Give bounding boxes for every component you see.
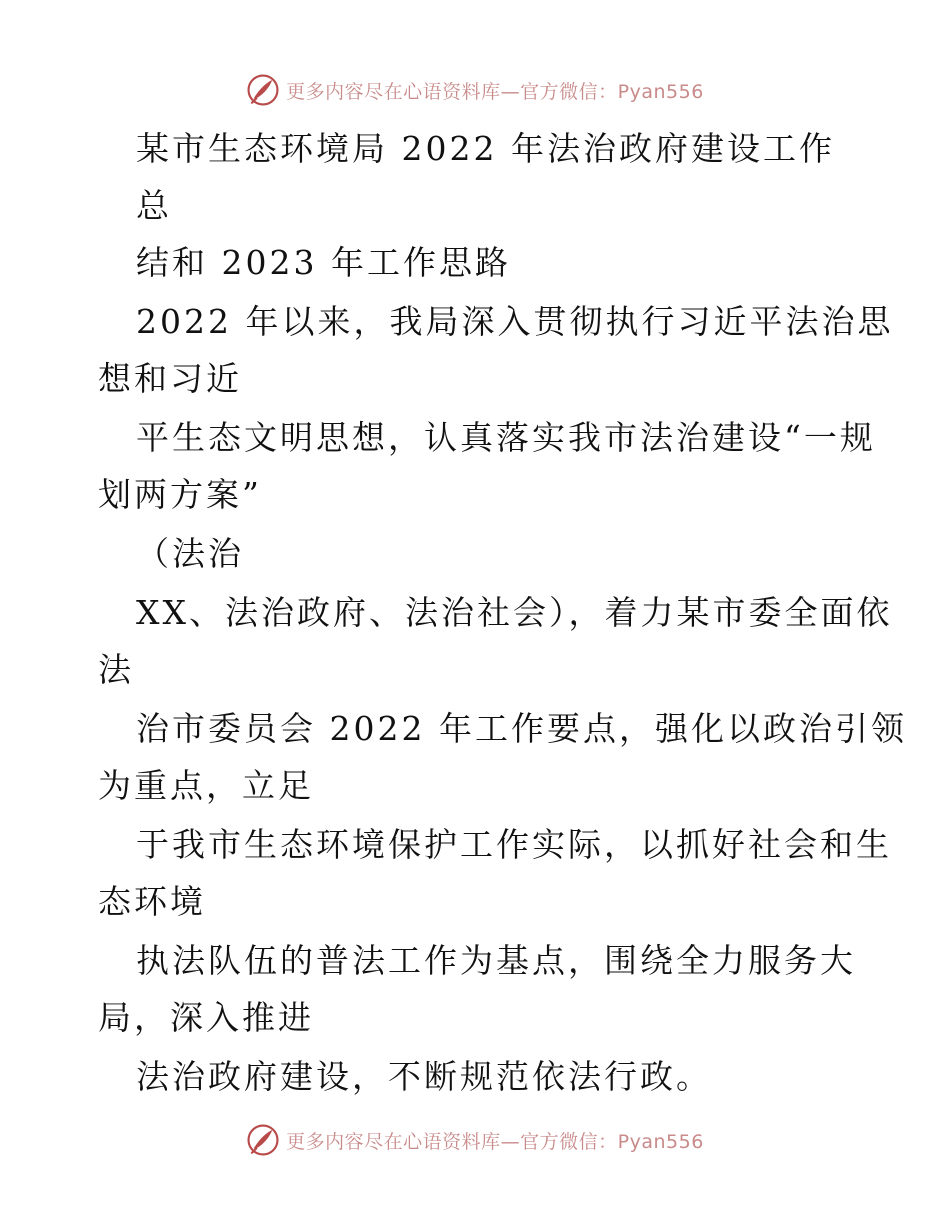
quill-pen-logo-icon xyxy=(246,1123,280,1157)
document-title-line-1: 某市生态环境局 2022 年法治政府建设工作 xyxy=(136,129,835,168)
paragraph-line: 为重点，立足 xyxy=(98,766,314,805)
paragraph-line: 法 xyxy=(98,650,134,689)
paragraph-line: 想和习近 xyxy=(98,359,242,398)
paragraph-line: 执法队伍的普法工作为基点，围绕全力服务大 xyxy=(136,941,856,980)
quill-pen-logo-icon xyxy=(246,73,280,107)
watermark-text: 更多内容尽在心语资料库—官方微信：Pyan556 xyxy=(286,80,704,103)
paragraph-line: XX、法治政府、法治社会），着力某市委全面依 xyxy=(136,593,893,632)
paragraph-line: 法治政府建设，不断规范依法行政。 xyxy=(136,1057,712,1096)
paragraph-line: 于我市生态环境保护工作实际，以抓好社会和生 xyxy=(136,825,892,864)
paragraph-line: 态环境 xyxy=(98,882,206,921)
footer-watermark xyxy=(0,1120,950,1160)
document-title-line-3: 结和 2023 年工作思路 xyxy=(136,243,511,282)
paragraph-line: 局，深入推进 xyxy=(98,998,314,1037)
paragraph-line: 划两方案” xyxy=(98,475,262,514)
paragraph-line: 平生态文明思想，认真落实我市法治建设“一规 xyxy=(136,418,876,457)
document-title-line-2: 总 xyxy=(136,186,172,225)
watermark-text: 更多内容尽在心语资料库—官方微信：Pyan556 xyxy=(286,1130,704,1153)
header-watermark xyxy=(0,70,950,110)
paragraph-line: 治市委员会 2022 年工作要点，强化以政治引领 xyxy=(136,709,907,748)
paragraph-line: 2022 年以来，我局深入贯彻执行习近平法治思 xyxy=(136,302,894,341)
paragraph-line: （法治 xyxy=(136,534,244,573)
